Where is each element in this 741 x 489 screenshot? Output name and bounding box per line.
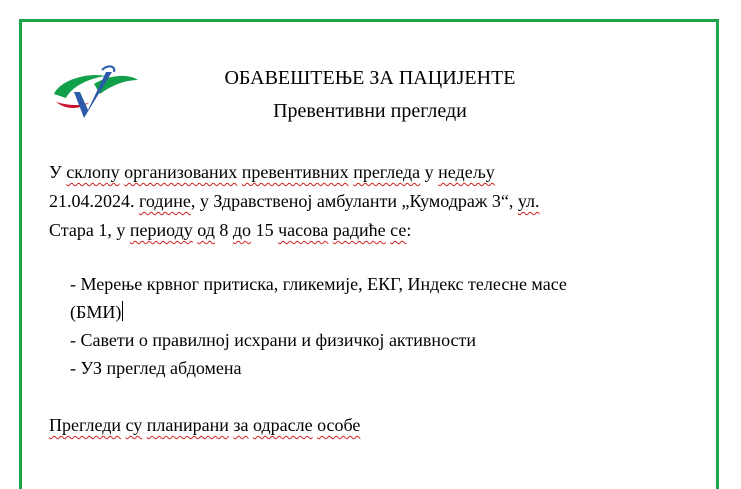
list-item-continuation: (БМИ) — [70, 302, 122, 322]
closing-line: Прегледи су планирани за одрасле особе — [49, 415, 361, 435]
page-title: ОБАВЕШТЕЊЕ ЗА ПАЦИЈЕНТЕ — [224, 67, 516, 89]
list-item: - УЗ преглед абдомена — [70, 358, 242, 378]
intro-line-2: 21.04.2024. године, у Здравственој амбуланти „Кумодраж 3“, ул. — [49, 191, 540, 211]
list-item: - Мерење крвног притиска, гликемије, ЕКГ, Индекс телесне масе — [70, 274, 567, 294]
page-subtitle: Превентивни прегледи — [273, 100, 467, 122]
intro-paragraph — [49, 158, 649, 245]
list-item: - Савети о правилној исхрани и физичкој активности — [70, 330, 477, 350]
intro-line-1: У склопу организованих превентивних прегледа у недељу — [49, 162, 495, 182]
intro-line-3: Стара 1, у периоду од 8 до 15 часова радиће се: — [49, 220, 412, 240]
text-cursor — [122, 301, 123, 321]
services-list — [70, 270, 680, 382]
